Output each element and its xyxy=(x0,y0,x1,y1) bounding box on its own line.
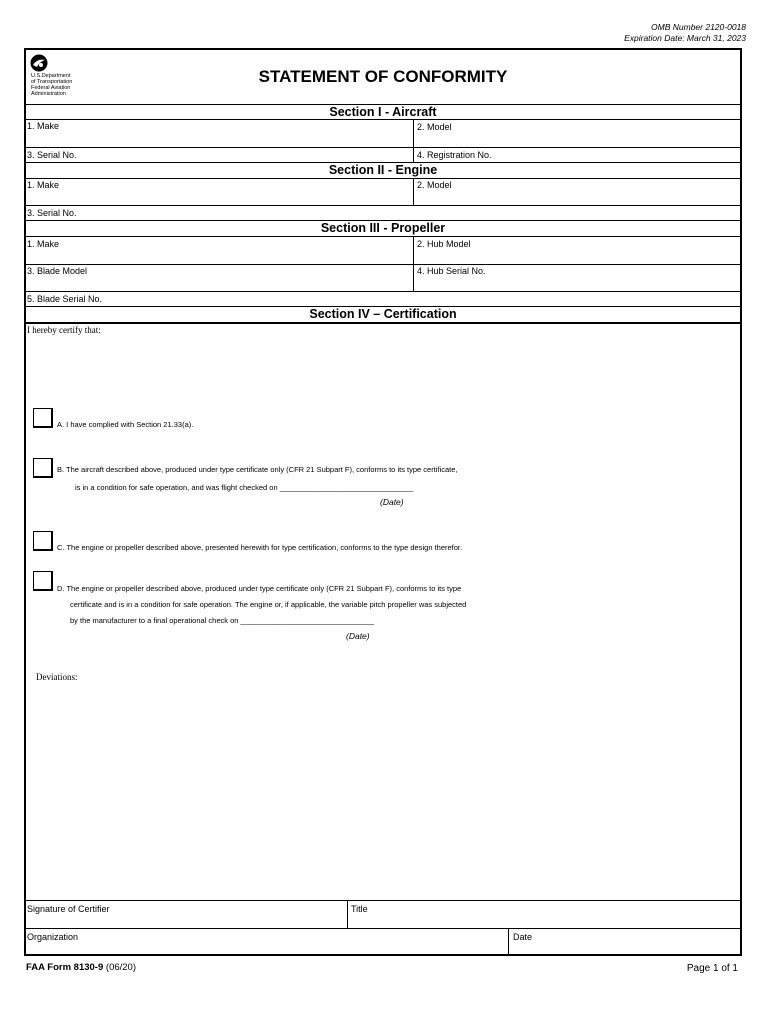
statement-d-line1: D. The engine or propeller described above, produced under type certificate only (CFR 21 Subpart F), conforms to its type xyxy=(57,584,462,593)
date-label-d: (Date) xyxy=(346,631,370,641)
aircraft-registration-field[interactable]: 4. Registration No. xyxy=(417,150,492,160)
aircraft-model-field[interactable]: 2. Model xyxy=(417,122,452,132)
aircraft-serial-field[interactable]: 3. Serial No. xyxy=(27,150,77,160)
statement-a: A. I have complied with Section 21.33(a). xyxy=(57,420,194,429)
deviations-field[interactable]: Deviations: xyxy=(36,672,78,682)
divider xyxy=(508,928,509,955)
organization-field[interactable]: Organization xyxy=(27,932,79,942)
divider xyxy=(24,900,742,901)
date-field[interactable]: Date xyxy=(513,932,533,942)
checkbox-b[interactable] xyxy=(33,458,53,478)
blade-model-field[interactable]: 3. Blade Model xyxy=(27,266,88,276)
aircraft-make-field[interactable]: 1. Make xyxy=(27,121,60,131)
divider xyxy=(413,178,414,205)
divider xyxy=(24,928,742,929)
engine-serial-field[interactable]: 3. Serial No. xyxy=(27,208,77,218)
section4-heading: Section IV – Certification xyxy=(309,307,457,321)
omb-number: OMB Number 2120-0018 xyxy=(651,22,746,32)
divider xyxy=(24,178,742,179)
omb-info xyxy=(624,22,746,44)
statement-c: C. The engine or propeller described above, presented herewith for type certification, conforms to the type design therefor. xyxy=(57,543,463,552)
expiration-date: Expiration Date: March 31, 2023 xyxy=(624,33,746,43)
hub-model-field[interactable]: 2. Hub Model xyxy=(417,239,471,249)
divider xyxy=(24,119,742,120)
page-title: STATEMENT OF CONFORMITY xyxy=(258,67,508,86)
divider xyxy=(347,900,348,928)
page-number: Page 1 of 1 xyxy=(686,963,738,974)
divider xyxy=(24,291,742,292)
statement-d-line3[interactable]: by the manufacturer to a final operational check on ________________________________ xyxy=(70,616,374,625)
form-revision: (06/20) xyxy=(105,962,137,973)
form-number xyxy=(26,962,136,973)
divider xyxy=(24,205,742,206)
propeller-make-field[interactable]: 1. Make xyxy=(27,239,60,249)
engine-make-field[interactable]: 1. Make xyxy=(27,180,60,190)
date-label-b: (Date) xyxy=(380,497,404,507)
hub-serial-field[interactable]: 4. Hub Serial No. xyxy=(417,266,486,276)
divider xyxy=(24,322,742,324)
blade-serial-field[interactable]: 5. Blade Serial No. xyxy=(27,294,103,304)
form-id: FAA Form 8130-9 xyxy=(26,962,104,973)
divider xyxy=(24,147,742,148)
agency-name: U.S.Department of Transportation Federal Aviation Administration xyxy=(31,73,73,97)
section1-heading: Section I - Aircraft xyxy=(329,105,437,119)
statement-b-line2[interactable]: is in a condition for safe operation, and was flight checked on ________________________________ xyxy=(75,483,414,492)
certify-intro: I hereby certify that: xyxy=(27,325,101,335)
title-field[interactable]: Title xyxy=(351,904,368,914)
divider xyxy=(24,264,742,265)
checkbox-a[interactable] xyxy=(33,408,53,428)
divider xyxy=(413,119,414,162)
checkbox-c[interactable] xyxy=(33,531,53,551)
statement-b-line1: B. The aircraft described above, produced under type certificate only (CFR 21 Subpart F), conforms to its type certificate, xyxy=(57,465,458,474)
divider xyxy=(24,236,742,237)
signature-field[interactable]: Signature of Certifier xyxy=(27,904,110,914)
section2-heading: Section II - Engine xyxy=(328,163,438,177)
section3-heading: Section III - Propeller xyxy=(320,221,446,235)
statement-d-line2: certificate and is in a condition for safe operation. The engine or, if applicable, the variable pitch propeller was subjected xyxy=(70,600,467,609)
checkbox-d[interactable] xyxy=(33,571,53,591)
engine-model-field[interactable]: 2. Model xyxy=(417,180,452,190)
